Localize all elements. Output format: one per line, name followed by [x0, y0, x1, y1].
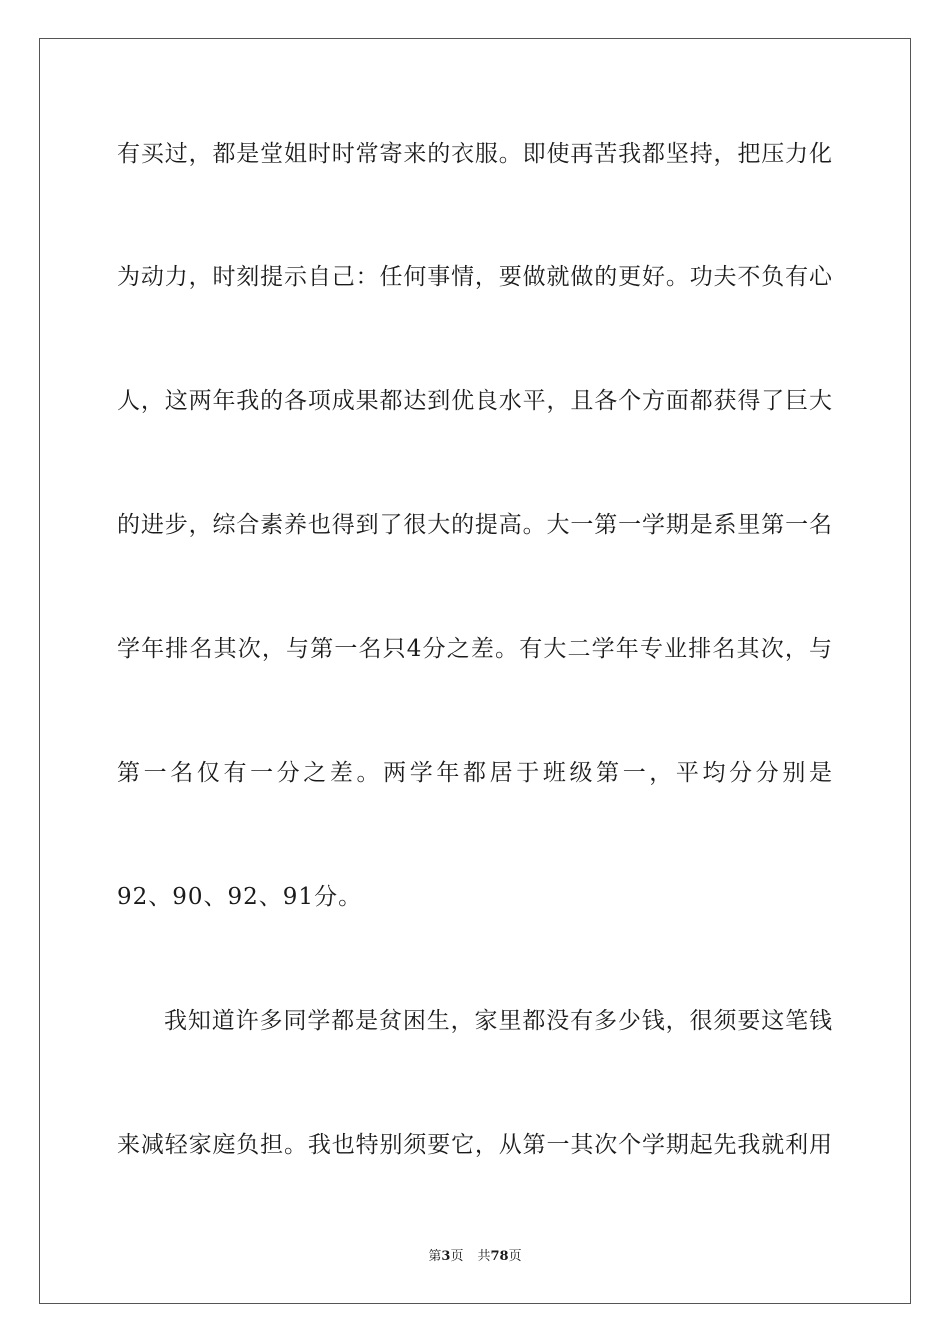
- body-line-8: 我知道许多同学都是贫困生，家里都没有多少钱，很须要这笔钱: [164, 1008, 832, 1034]
- footer-page-prefix: 第: [428, 1249, 442, 1264]
- body-line-1: 有买过，都是堂姐时时常寄来的衣服。即使再苦我都坚持，把压力化: [117, 141, 832, 167]
- body-line-9: 来减轻家庭负担。我也特别须要它，从第一其次个学期起先我就利用: [117, 1132, 832, 1158]
- footer-page-suffix: 页: [450, 1249, 464, 1264]
- footer-total-suffix: 页: [508, 1249, 522, 1264]
- body-line-2: 为动力，时刻提示自己：任何事情，要做就做的更好。功夫不负有心: [117, 264, 832, 290]
- body-line-7: 92、90、92、91分。: [117, 884, 363, 910]
- page-footer: [0, 1248, 950, 1266]
- body-line-5: 学年排名其次，与第一名只4分之差。有大二学年专业排名其次，与: [117, 636, 832, 662]
- body-line-4: 的进步，综合素养也得到了很大的提高。大一第一学期是系里第一名: [117, 512, 832, 538]
- footer-total-pages: 78: [490, 1249, 509, 1264]
- page-frame: [39, 38, 911, 1304]
- footer-page-number: 3: [441, 1249, 451, 1264]
- body-line-3: 人，这两年我的各项成果都达到优良水平，且各个方面都获得了巨大: [117, 388, 832, 414]
- body-line-6: 第一名仅有一分之差。两学年都居于班级第一，平均分分别是: [117, 760, 832, 786]
- footer-total-prefix: 共: [477, 1249, 491, 1264]
